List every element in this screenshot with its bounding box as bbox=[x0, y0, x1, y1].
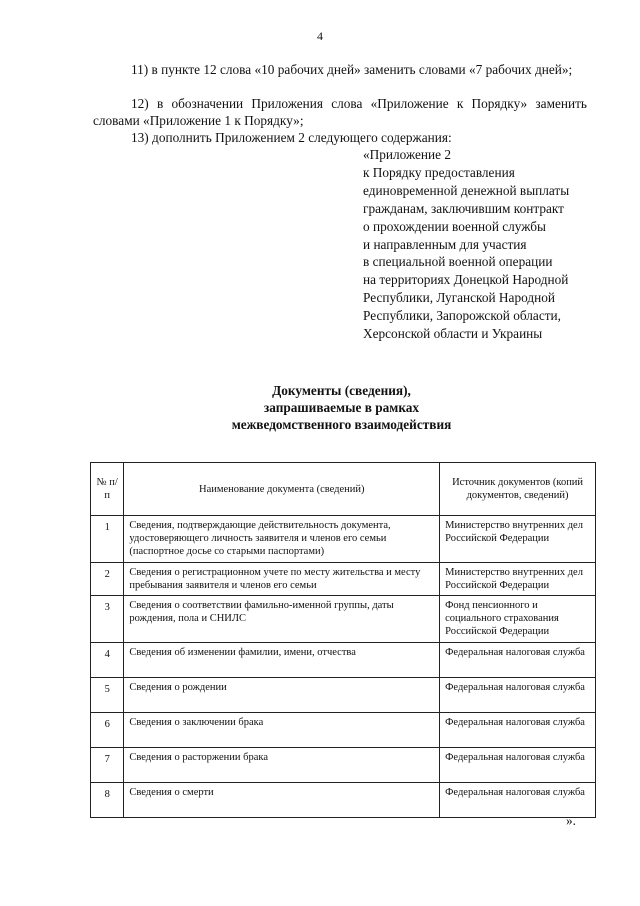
table-header-row bbox=[91, 463, 596, 516]
paragraph-13: 13) дополнить Приложением 2 следующего содержания: bbox=[131, 130, 452, 145]
row-document-name: Сведения о расторжении брака bbox=[124, 748, 440, 783]
appendix-line: к Порядку предоставления bbox=[363, 164, 515, 180]
row-source: Фонд пенсионного и социального страхования Российской Федерации bbox=[440, 596, 596, 643]
row-number: 6 bbox=[91, 713, 124, 748]
appendix-line: Херсонской области и Украины bbox=[363, 326, 543, 342]
row-source: Федеральная налоговая служба bbox=[440, 678, 596, 713]
appendix-line: в специальной военной операции bbox=[363, 254, 553, 270]
row-document-name: Сведения о регистрационном учете по месту жительства и месту пребывания заявителя и членов его семьи bbox=[124, 563, 440, 596]
row-source: Федеральная налоговая служба bbox=[440, 783, 596, 818]
paragraph-12: 12) в обозначении Приложения слова «Приложение к Порядку» заменить словами «Приложение 1 к Порядку»; bbox=[93, 96, 587, 128]
appendix-reference bbox=[363, 146, 603, 343]
row-number: 1 bbox=[91, 516, 124, 563]
row-document-name: Сведения о рождении bbox=[124, 678, 440, 713]
appendix-line: на территориях Донецкой Народной bbox=[363, 272, 569, 288]
appendix-line: и направленным для участия bbox=[363, 236, 527, 252]
header-source: Источник документов (копий документов, сведений) bbox=[440, 463, 596, 516]
row-document-name: Сведения, подтверждающие действительность документа, удостоверяющего личность заявителя и членов его семьи (паспортное досье со старыми паспортами) bbox=[124, 516, 440, 563]
row-document-name: Сведения о заключении брака bbox=[124, 713, 440, 748]
header-number: № п/п bbox=[91, 463, 124, 516]
table-row bbox=[91, 643, 596, 678]
table-row bbox=[91, 713, 596, 748]
appendix-line: о прохождении военной службы bbox=[363, 218, 546, 234]
row-number: 4 bbox=[91, 643, 124, 678]
appendix-line: единовременной денежной выплаты bbox=[363, 182, 570, 198]
title-line: Документы (сведения), bbox=[272, 383, 411, 398]
row-source: Министерство внутренних дел Российской Федерации bbox=[440, 516, 596, 563]
title-line: межведомственного взаимодействия bbox=[231, 417, 452, 432]
row-source: Министерство внутренних дел Российской Федерации bbox=[440, 563, 596, 596]
appendix-line: Республики, Луганской Народной bbox=[363, 290, 555, 306]
row-number: 2 bbox=[91, 563, 124, 596]
table-row bbox=[91, 678, 596, 713]
row-number: 8 bbox=[91, 783, 124, 818]
documents-table bbox=[90, 462, 596, 818]
paragraph-11: 11) в пункте 12 слова «10 рабочих дней» заменить словами «7 рабочих дней»; bbox=[131, 62, 573, 77]
header-document-name: Наименование документа (сведений) bbox=[124, 463, 440, 516]
page-number: 4 bbox=[317, 29, 323, 43]
row-source: Федеральная налоговая служба bbox=[440, 643, 596, 678]
row-document-name: Сведения о смерти bbox=[124, 783, 440, 818]
appendix-line: Республики, Запорожской области, bbox=[363, 308, 561, 324]
row-source: Федеральная налоговая служба bbox=[440, 713, 596, 748]
row-number: 7 bbox=[91, 748, 124, 783]
table-row bbox=[91, 596, 596, 643]
document-title bbox=[200, 382, 483, 433]
row-number: 3 bbox=[91, 596, 124, 643]
row-document-name: Сведения об изменении фамилии, имени, отчества bbox=[124, 643, 440, 678]
table-row bbox=[91, 563, 596, 596]
appendix-line: «Приложение 2 bbox=[363, 147, 451, 162]
row-source: Федеральная налоговая служба bbox=[440, 748, 596, 783]
row-number: 5 bbox=[91, 678, 124, 713]
table-row bbox=[91, 748, 596, 783]
title-line: запрашиваемые в рамках bbox=[263, 400, 420, 415]
closing-quote: ». bbox=[566, 813, 576, 828]
table-row bbox=[91, 783, 596, 818]
appendix-line: гражданам, заключившим контракт bbox=[363, 200, 564, 216]
table-row bbox=[91, 516, 596, 563]
row-document-name: Сведения о соответствии фамильно-именной группы, даты рождения, пола и СНИЛС bbox=[124, 596, 440, 643]
